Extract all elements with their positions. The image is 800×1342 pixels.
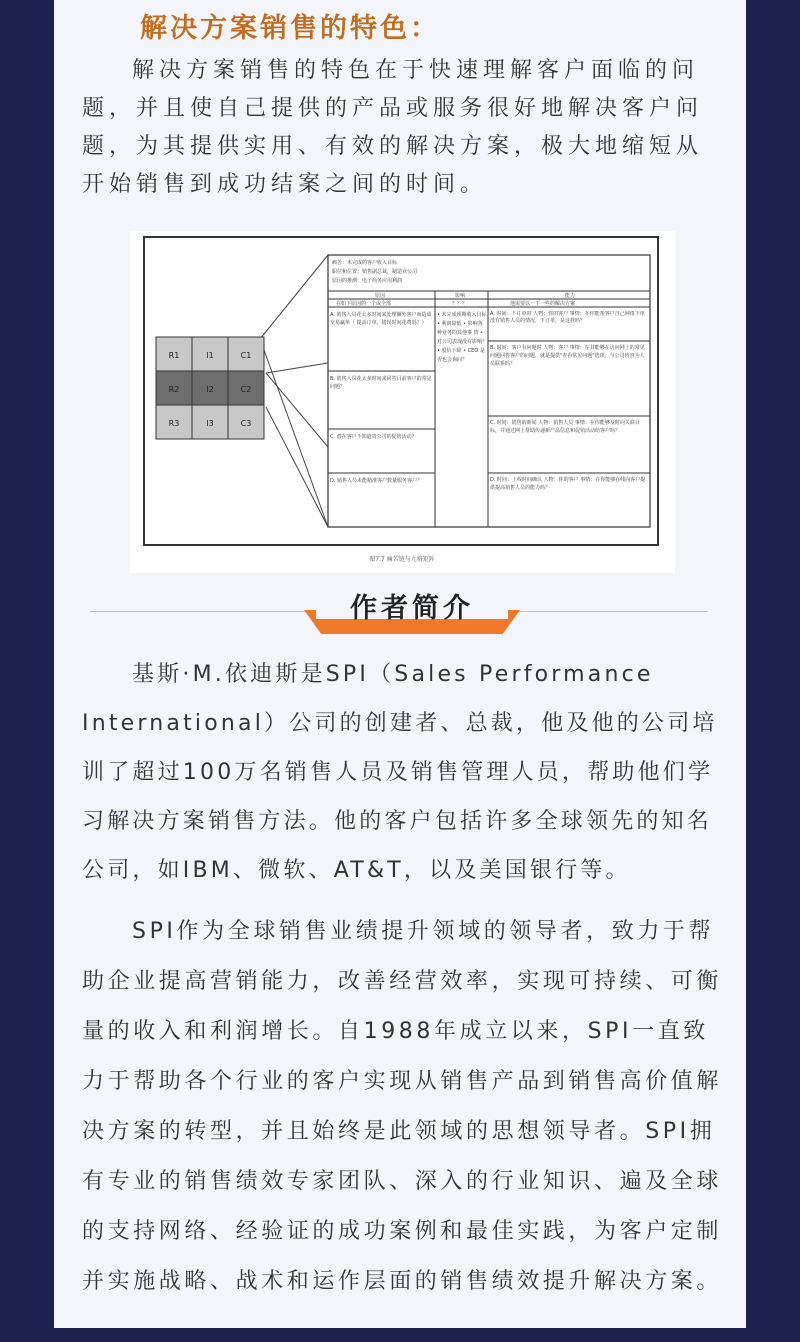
matrix-cell-c1: C1 bbox=[240, 351, 252, 360]
spi-intro-paragraph: SPI作为全球销售业绩提升领域的领导者，致力于帮助企业提高营销能力，改善经营效率，实现可持续、可衡量的收入和利润增长。自1988年成立以来，SPI一直致力于帮助各个行业的客户实现从销售产品到销售高价值解决方案的转型，并且始终是此领域的思想领导者。SPI拥有专业的销售绩效专家团队、深入的行业知识、遍及全球的支持网络、经验证的成功案例和最佳实践，为客户定制并实施战略、战术和运作层面的销售绩效提升解决方案。 bbox=[82, 919, 723, 1294]
reason-d: D. 销售人员未能精准客户数量服务客户？ bbox=[330, 478, 423, 484]
table-header-line-2: 职位和位置：销售副总裁，制造业公司 bbox=[332, 269, 418, 275]
reason-c: C. 潜在客户不知道贵公司的促销活动？ bbox=[330, 434, 417, 440]
matrix-cell-c3: C3 bbox=[240, 419, 252, 428]
author-intro-paragraph: 基斯·M.依迪斯是SPI（Sales Performance International）公司的创建者、总裁，他及他的公司培训了超过100万名销售人员及销售管理人员，帮助他们学习解决方案销售方法。他的客户包括许多全球领先的知名公司，如IBM、微软、AT&T，以及美国银行等。 bbox=[82, 662, 718, 883]
matrix-cell-r3: R3 bbox=[168, 419, 180, 428]
col-header-capability: 能力 bbox=[565, 293, 576, 299]
pain-chain-figure bbox=[130, 231, 675, 573]
col-subheader-capability: 他需要以一下一些的解决方案 bbox=[510, 301, 576, 307]
col-header-impact: 影响 bbox=[455, 293, 466, 299]
reason-a: A. 销售人员花太多时间来处理额外客户而造成交易赢单（ 提高订单、错误时间花费吗？） bbox=[330, 312, 432, 326]
table-header-line-1: 痛苦：未完成的客户收入目标 bbox=[332, 260, 398, 266]
table-header-line-3: 原因的推测：电子商务应用利润 bbox=[332, 278, 403, 284]
capability-d: D. 时间：上线时间确认 人物：你的客户 事情：在你能够在线向客户提供提高销售人员的能力吗？ bbox=[490, 477, 646, 491]
matrix-cell-c2: C2 bbox=[240, 385, 252, 394]
col-subheader-impact: ？？？ bbox=[452, 301, 468, 307]
capability-a: A. 时间：下订单时 人物：你的客户 事情：在你能帮客户自己网络下单没有销售人员的情况，下订单，是这样吗？ bbox=[490, 311, 645, 324]
col-subheader-reason: 在如下原因的一个或全部 bbox=[336, 301, 392, 307]
capability-b: B. 时间：客户有问题时 人物：客户 事情：在其能够在访问网上的常见问题回答客户的问题，就是提供"查看常见问题"选项，与公司内容为人员联系吗？ bbox=[490, 345, 645, 367]
pain-chain-table bbox=[328, 255, 650, 527]
matrix-cell-i3: I3 bbox=[206, 419, 214, 428]
section-title-solution-features: 解决方案销售的特色： bbox=[140, 13, 440, 44]
impacts-list: • 未完成预期收入目标 • 利润降低 • 影响各种业务的其他事 情 • 对公司表现没有影响？ • 股价下降 • CEO 是否也会询问？ bbox=[437, 312, 487, 363]
nine-box-matrix bbox=[156, 337, 264, 439]
matrix-cell-r1: R1 bbox=[168, 351, 180, 360]
figure-caption: 图7.7 痛苦链与九格矩阵 bbox=[369, 556, 435, 563]
pain-chain-diagram bbox=[130, 231, 675, 573]
section-title-author: 作者简介 bbox=[350, 593, 474, 624]
capability-c: C. 时间：销售的新闻 人物：销售人员 事情：在你能够及时向关联目标，并通过网上帮助传递新产品信息和促销活动给客户吗？ bbox=[490, 420, 640, 434]
solution-features-paragraph: 解决方案销售的特色在于快速理解客户面临的问题，并且使自己提供的产品或服务很好地解决客户问题，为其提供实用、有效的解决方案，极大地缩短从开始销售到成功结案之间的时间。 bbox=[82, 58, 704, 197]
matrix-cell-r2: R2 bbox=[168, 385, 180, 394]
matrix-cell-i2: I2 bbox=[206, 385, 214, 394]
matrix-cell-i1: I1 bbox=[206, 351, 214, 360]
col-header-reason: 原因 bbox=[375, 293, 386, 299]
reason-b: B. 销售人员花太多时间来回答目前客户的常见问题？ bbox=[330, 376, 432, 390]
